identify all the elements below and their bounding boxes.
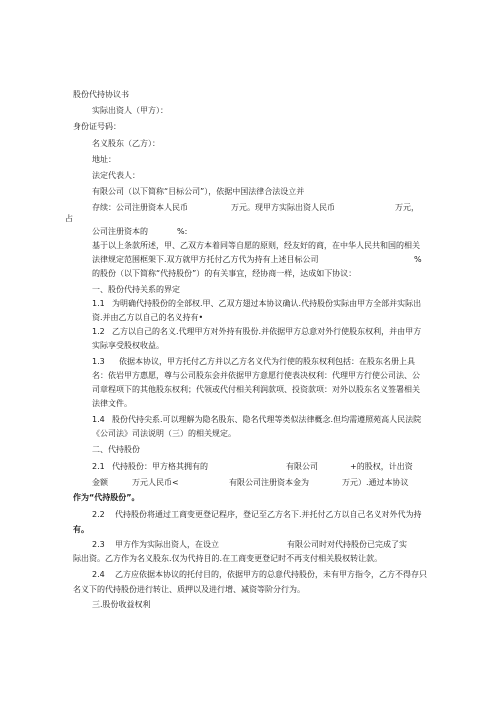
clause-1-3-line-3: 司章程项下的其他股东权利；代领或代付相关利润款项、投资款项：对外以股东名义签署相关 xyxy=(92,385,420,394)
clause-1-4-line-2: 《公司法》司法说明（三）的相关规定。 xyxy=(92,429,236,438)
clause-2-3-number: 2.3 xyxy=(92,540,105,549)
clause-1-3-line-1: 依据本协议，甲方托付乙方并以乙方名义代为行使的股东权利包括：在股东名册上具 xyxy=(119,357,415,366)
clause-1-4-line-1: 股份代持尖系.可以理解为隐名股东、隐名代理等类似法律概念.但均需遵照苑高人民法院 xyxy=(112,415,422,424)
clause-2-1-line-2 xyxy=(92,478,442,488)
section-1-heading: 一、股份代持关系的界定 xyxy=(92,285,180,294)
clause-2-1-text-f: 有限公司注册资本金为 xyxy=(229,478,309,487)
clause-1-1-number: 1.1 xyxy=(92,299,105,308)
address-label: 地址： xyxy=(92,155,116,164)
capital-line xyxy=(92,203,432,213)
clause-1-2-line-2: 实际享受股权收益。 xyxy=(92,341,164,350)
capital-text-c: 万元， xyxy=(395,203,419,212)
clause-2-1-text-g: 万元）.通过本协议 xyxy=(342,478,409,487)
clause-1-1-line-1: 为明确代持股份的全部权.甲、乙双方翅过本协议确认.代持股份实际由甲方全部并实际出 xyxy=(112,299,422,308)
clause-2-2-line-1: 代持股份将通过工商变更登记程序，登记至乙方名下.并托付乙方以自己名义对外代为持 xyxy=(115,510,422,519)
clause-2-3-text-b: 有限公司时对代持股份已完成了实 xyxy=(287,540,407,549)
clause-2-1-line-3: 作为“代持股份”。 xyxy=(73,493,140,502)
clause-2-1-number: 2.1 xyxy=(92,462,105,471)
clause-2-3-line-1 xyxy=(92,540,432,550)
clause-2-1-text-d: 金额 xyxy=(92,478,108,487)
clause-2-1-text-e: 万元人民币< xyxy=(132,478,179,487)
clause-2-1-text-a: 代持股份：甲方格其拥有的 xyxy=(112,462,208,471)
clause-2-2-line-2: 有。 xyxy=(73,525,89,534)
clause-2-3-line-2: 际出资。乙方作为名义股东.仅为代持目的.在工商变更登记时不再支付相关股权转让款。 xyxy=(73,554,383,563)
party-b-label: 名义股东（乙方）： xyxy=(92,139,160,148)
clause-2-4-number: 2.4 xyxy=(92,570,105,579)
clause-2-2-number: 2.2 xyxy=(92,510,105,519)
clause-1-2-number: 1.2 xyxy=(92,327,105,336)
capital-text-b: 万元。现甲方实际出资人民币 xyxy=(231,203,335,212)
clause-1-4-number: 1.4 xyxy=(92,415,105,424)
clause-2-4-line-2: 名义下的代持股份进行转让、质押以及进行增、减资等阶分行为。 xyxy=(73,585,305,594)
occupy-text: 占 xyxy=(65,214,73,223)
clause-1-3-line-2: 名：依岩甲方惠愿，尊与公司股东会并依据甲方意愿行使表决权利：代理甲方行使公司法、公 xyxy=(92,371,420,380)
reg-capital-text-a: 公司注册资本的 xyxy=(92,227,148,236)
reg-capital-text-b: %: xyxy=(177,227,188,236)
clause-1-3-number: 1.3 xyxy=(92,357,105,366)
preamble-percent: % xyxy=(414,255,422,264)
clause-1-1-line-2: 资.并由乙方以自己的名义持有• xyxy=(92,313,204,322)
clause-2-3-text-a: 甲方作为实际出资人，在设立 xyxy=(115,540,219,549)
party-a-label: 实际出资人（甲方）： xyxy=(92,106,168,115)
clause-2-1-text-b: 有限公司 xyxy=(286,462,318,471)
clause-1-2-line-1: 乙方以自己的名义.代理甲方对外持有股份.并依据甲方总意对外行使股东权利，并由甲方 xyxy=(112,327,422,336)
target-company-line: 有限公司（以下简称“目标公司”），依据中国法律合法设立并 xyxy=(92,187,305,196)
section-3-heading: 三.股份收益权利 xyxy=(92,600,151,609)
preamble-line-2-text: 法律规定范围框架下.双方就甲方托付乙方代为持有上述目标公司 xyxy=(92,255,319,264)
preamble-line-2 xyxy=(92,255,437,265)
preamble-line-1: 基于以上条款所述，甲、乙双方本着同等自愿的原则，经友好的商，在中华人民共和国的相关 xyxy=(92,241,420,250)
section-2-heading: 二、代持股份 xyxy=(92,445,140,454)
clause-2-4-line-1: 乙方应依据本协议的托付目的，依据甲方的总意代持股份，未有甲方指令，乙方不得存只 xyxy=(115,570,427,579)
legal-rep-label: 法定代表人： xyxy=(92,171,140,180)
document-title: 股份代持协议书 xyxy=(73,90,129,99)
clause-1-3-line-4: 法律文件。 xyxy=(92,399,132,408)
clause-2-1-line-1 xyxy=(92,462,437,472)
id-number-label: 身份证号码： xyxy=(73,122,121,131)
reg-capital-line xyxy=(92,227,292,237)
clause-2-1-text-c: +的股权，计出资 xyxy=(350,462,413,471)
capital-text-a: 存续：公司注册资本人民币 xyxy=(92,203,188,212)
preamble-line-3: 的股份（以下简称“代持股份”）的有关事宜，经协商一样，达成如下协议： xyxy=(92,269,357,278)
